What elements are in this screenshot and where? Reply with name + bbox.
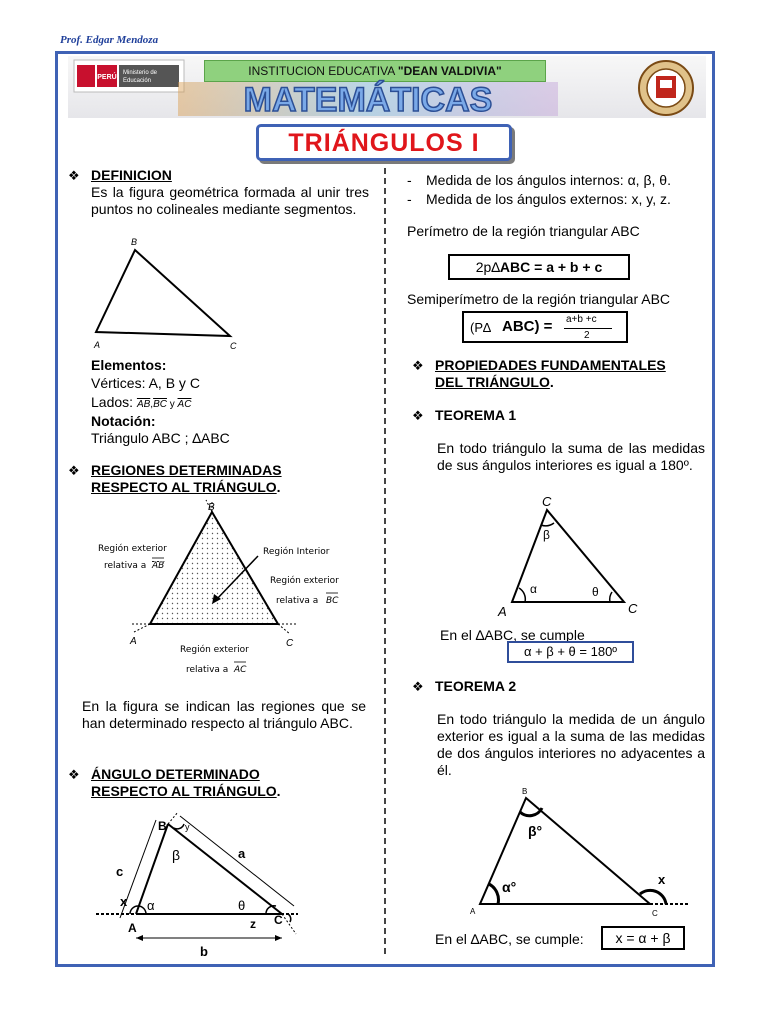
fig3-A: A — [128, 921, 137, 935]
fig5-a: A — [470, 907, 476, 916]
fig3-x: x — [120, 894, 128, 909]
lado-y: y — [166, 399, 178, 410]
teorema1-heading: TEOREMA 1 — [435, 407, 517, 423]
school-seal-logo — [634, 60, 698, 116]
lados-line: Lados: $\overline{AB},\overline{BC}$ y $\overline{AC}$ — [91, 394, 192, 410]
fig2-a: A — [130, 636, 137, 647]
fig2-ext-ac-seg: AC — [234, 665, 247, 675]
fig2-ext-ab-seg: AB — [152, 561, 165, 571]
bullet-icon: ❖ — [412, 679, 424, 694]
fig4-c: C — [628, 601, 638, 616]
theorem2-triangle-figure — [460, 784, 690, 920]
fig3-C: C — [274, 913, 283, 927]
dash-2: - — [407, 191, 412, 207]
teorema1-cumple: En el ∆ABC, se cumple — [440, 627, 585, 643]
perimetro-formula-box — [448, 254, 630, 280]
fig5-alpha: α° — [502, 879, 517, 895]
perimetro-label: Perímetro de la región triangular ABC — [407, 223, 640, 239]
bullet-icon: ❖ — [68, 767, 80, 782]
fig2-ext-bc-1: Región exterior — [270, 576, 339, 586]
banner-text: MATEMÁTICAS — [243, 81, 493, 119]
notacion-heading: Notación: — [91, 413, 156, 429]
vertex-c-label: C — [230, 341, 237, 351]
theorem1-triangle-figure — [492, 492, 652, 618]
teorema2-formula: x = α + β — [615, 930, 671, 946]
perimetro-prefix: 2p∆ — [475, 259, 500, 275]
header-banner — [68, 56, 706, 118]
regiones-heading-line2 — [91, 479, 281, 496]
fig2-ext-ac-1: Región exterior — [180, 645, 249, 655]
regiones-text: En la figura se indican las regiones que se han determinado respecto al triángulo ABC. — [82, 698, 366, 731]
semi-prefix: (P∆ — [470, 320, 491, 335]
angulo-heading-line2 — [91, 783, 281, 800]
regiones-heading-dot: . — [276, 479, 281, 495]
teorema1-formula: α + β + θ = 180º — [523, 644, 618, 659]
bullet-icon: ❖ — [412, 358, 424, 373]
semi-num: a+b +c — [566, 314, 597, 325]
triangle-figure-definition — [90, 236, 250, 356]
perimetro-formula: ABC = a + b + c — [499, 259, 603, 275]
page-title: TRIÁNGULOS I — [288, 129, 480, 157]
notacion-text: Triángulo ABC ; ∆ABC — [91, 430, 230, 446]
propiedades-heading-line1: PROPIEDADES FUNDAMENTALES — [435, 357, 666, 373]
fig4-alpha: α — [530, 582, 537, 596]
government-logo — [74, 60, 184, 92]
lado-ac: $\overline{AC}$ — [177, 399, 192, 410]
fig2-c: C — [286, 638, 294, 649]
institution-prefix: INSTITUCION EDUCATIVA — [248, 64, 398, 78]
fig3-z: z — [250, 917, 256, 931]
definicion-heading: DEFINICION — [91, 167, 172, 183]
regiones-heading-line1: REGIONES DETERMINADAS — [91, 462, 282, 478]
lado-bc: $\overline{BC}$ — [153, 399, 167, 410]
fig5-x: x — [658, 872, 666, 887]
dash-1: - — [407, 172, 412, 188]
lado-ab: $\overline{AB}$ — [136, 399, 151, 410]
svg-text:Educación: Educación — [123, 78, 152, 84]
teorema2-cumple: En el ∆ABC, se cumple: — [435, 931, 584, 947]
definicion-text: Es la figura geométrica formada al unir tres puntos no colineales mediante segmentos. — [91, 184, 369, 217]
angulo-heading-line1: ÁNGULO DETERMINADO — [91, 766, 260, 782]
propiedades-heading-text: DEL TRIÁNGULO — [435, 374, 550, 390]
teorema2-heading: TEOREMA 2 — [435, 678, 517, 694]
column-divider — [384, 168, 386, 954]
institution-banner — [204, 60, 546, 82]
svg-text:Ministerio de: Ministerio de — [123, 70, 158, 76]
fig5-beta: β° — [528, 823, 543, 839]
angles-figure — [90, 810, 320, 960]
bullet-icon: ❖ — [68, 463, 80, 478]
fig2-interior: Región Interior — [263, 547, 330, 557]
vertices-text: Vértices: A, B y C — [91, 375, 200, 391]
fig2-ext-ac-2: relativa a — [186, 665, 229, 675]
semiperimetro-label: Semiperímetro de la región triangular ABC — [407, 291, 671, 307]
fig4-theta: θ — [592, 585, 599, 599]
fig4-top-vertex: C — [542, 494, 552, 509]
fig2-ext-ab-2: relativa a — [104, 561, 147, 571]
semiperimetro-formula-box — [462, 311, 628, 343]
fig3-theta: θ — [238, 898, 246, 913]
title-box — [256, 124, 512, 161]
teorema1-text: En todo triángulo la suma de las medidas de sus ángulos interiores es igual a 180º. — [437, 440, 705, 473]
fig3-c: c — [116, 864, 124, 879]
fig3-y: y — [185, 822, 190, 832]
matematicas-banner — [178, 80, 558, 119]
propiedades-heading-line2 — [435, 374, 554, 391]
lados-prefix: Lados: — [91, 394, 137, 410]
fig4-a: A — [498, 604, 507, 619]
fig3-b: b — [200, 944, 208, 959]
teorema2-formula-box — [601, 926, 685, 950]
fig2-ext-bc-2: relativa a — [276, 596, 319, 606]
bullet-icon: ❖ — [412, 408, 424, 423]
fig3-alpha: α — [147, 898, 155, 913]
propiedades-heading-dot: . — [549, 374, 554, 390]
fig2-ext-bc-seg: BC — [326, 596, 339, 606]
angulo-heading-dot: . — [276, 783, 281, 799]
semi-den: 2 — [584, 330, 590, 341]
vertex-a-label: A — [94, 340, 101, 350]
fraction-bar — [564, 328, 612, 329]
teorema1-formula-box — [507, 641, 634, 663]
semi-abc: ABC) = — [502, 318, 553, 335]
medida-externos: Medida de los ángulos externos: x, y, z. — [426, 191, 671, 207]
medida-internos: Medida de los ángulos internos: α, β, θ. — [426, 172, 671, 188]
fig3-a: a — [238, 846, 246, 861]
svg-text:PERÚ: PERÚ — [97, 74, 117, 81]
bullet-icon: ❖ — [68, 168, 80, 183]
vertex-b-label: B — [131, 237, 138, 247]
fig5-b: B — [522, 787, 528, 796]
regions-figure — [90, 496, 370, 686]
regiones-heading-text: RESPECTO AL TRIÁNGULO — [91, 479, 277, 495]
teorema2-text: En todo triángulo la medida de un ángulo exterior es igual a la suma de las medidas de dos ángulos interiores no adyacentes a él. — [437, 711, 705, 778]
elementos-heading: Elementos: — [91, 357, 167, 373]
fig2-ext-ab-1: Región exterior — [98, 544, 167, 554]
fig3-B: B — [158, 819, 167, 833]
fig4-beta: β — [543, 528, 550, 542]
fig2-b: B — [208, 502, 215, 513]
institution-name: "DEAN VALDIVIA" — [397, 64, 502, 78]
fig3-beta: β — [172, 847, 181, 863]
author-name: Prof. Edgar Mendoza — [60, 34, 159, 46]
angulo-heading-text: RESPECTO AL TRIÁNGULO — [91, 783, 277, 799]
fig5-c: C — [652, 909, 658, 918]
